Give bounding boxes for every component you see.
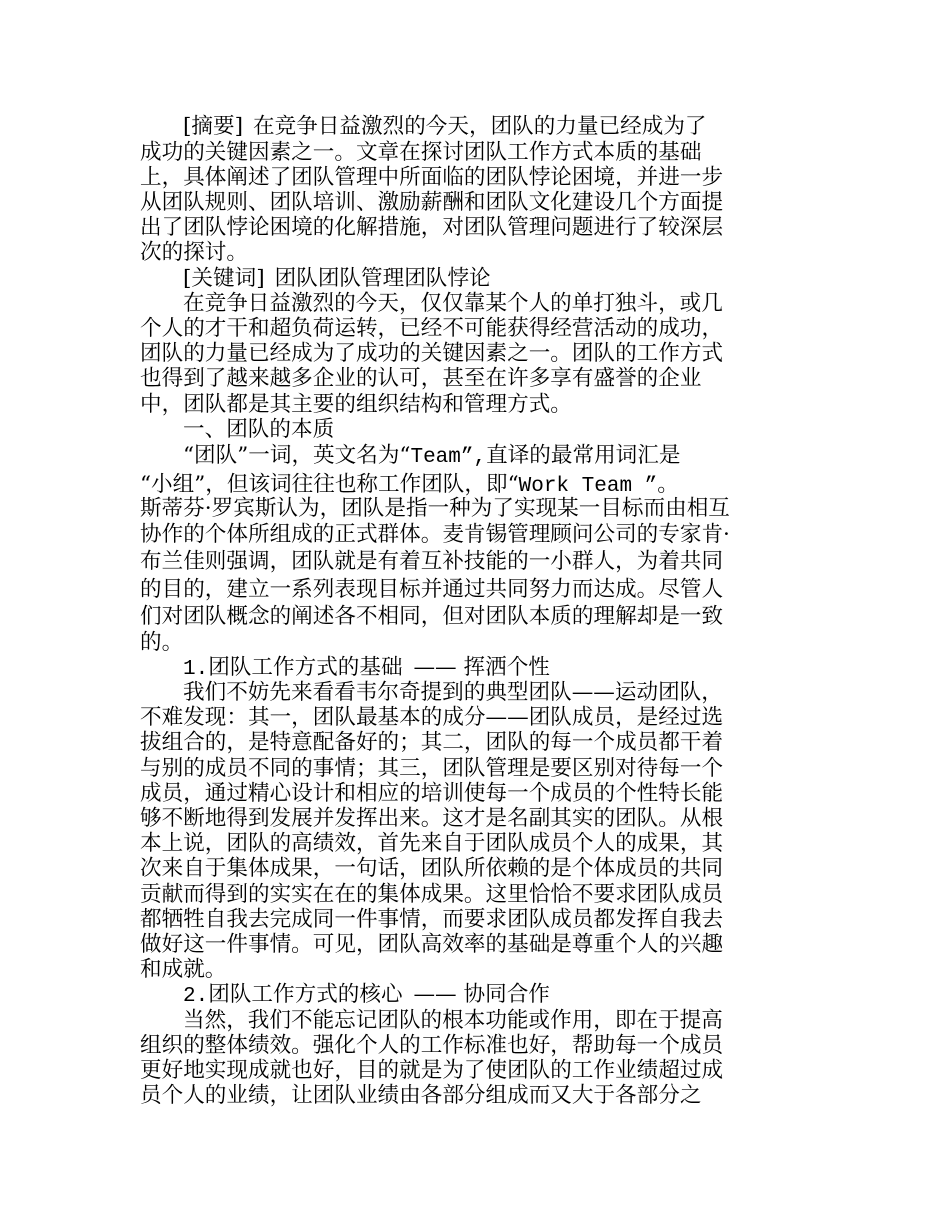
definition-line: 们对团队概念的阐述各不相同，但对团队本质的理解却是一致 bbox=[140, 603, 724, 629]
subsection-subtitle: 协同合作 bbox=[463, 982, 550, 1008]
definition-line bbox=[183, 443, 680, 468]
abstract-line: 从团队规则、团队培训、激励薪酬和团队文化建设几个方面提 bbox=[140, 190, 724, 215]
intro-line: 团队的力量已经成为了成功的关键因素之一。团队的工作方式 bbox=[140, 341, 724, 367]
body-line: 我们不妨先来看看韦尔奇提到的典型团队——运动团队， bbox=[183, 680, 723, 705]
body-line: 和成就。 bbox=[140, 957, 227, 983]
body-line: 不难发现：其一，团队最基本的成分——团队成员，是经过选 bbox=[140, 705, 724, 731]
definition-text: 直译的最常用词汇是 bbox=[486, 443, 681, 469]
definition-line: 布兰佳则强调，团队就是有着互补技能的一小群人，为着共同 bbox=[140, 549, 724, 575]
subsection-heading bbox=[183, 655, 550, 680]
abstract-text: 在竞争日益激烈的今天，团队的力量已经成为了 bbox=[253, 114, 707, 140]
body-line: 本上说，团队的高绩效，首先来自于团队成员个人的成果，其 bbox=[140, 831, 724, 857]
subsection-title: 团队工作方式的核心 bbox=[208, 982, 403, 1008]
subsection-heading bbox=[183, 982, 550, 1007]
body-line: 与别的成员不同的事情；其三，团队管理是要区别对待每一个 bbox=[140, 755, 724, 781]
em-dash: —— bbox=[413, 982, 457, 1008]
body-line: 员个人的业绩，让团队业绩由各部分组成而又大于各部分之 bbox=[140, 1083, 702, 1109]
intro-line: 在竞争日益激烈的今天，仅仅靠某个人的单打独斗，或几 bbox=[183, 290, 723, 316]
body-line: 做好这一件事情。可见，团队高效率的基础是尊重个人的兴趣 bbox=[140, 932, 724, 957]
definition-line: 的目的，建立一系列表现目标并通过共同努力而达成。尽管人 bbox=[140, 577, 724, 603]
body-line: 成员，通过精心设计和相应的培训使每一个成员的个性特长能 bbox=[140, 780, 724, 806]
intro-line: 中，团队都是其主要的组织结构和管理方式。 bbox=[140, 391, 572, 417]
body-line: 拔组合的，是特意配备好的；其二，团队的每一个成员都干着 bbox=[140, 730, 724, 756]
body-line: 次来自于集体成果，一句话，团队所依赖的是个体成员的共同 bbox=[140, 856, 724, 882]
abstract-line: 出了团队悖论困境的化解措施，对团队管理问题进行了较深层 bbox=[140, 215, 724, 241]
definition-line bbox=[140, 472, 679, 497]
section-heading: 一、团队的本质 bbox=[183, 416, 335, 442]
definition-text: “团队”一词，英文名为“ bbox=[183, 443, 411, 469]
subsection-number: 1. bbox=[183, 657, 209, 681]
definition-text: 。 bbox=[657, 471, 679, 497]
em-dash: —— bbox=[413, 654, 457, 680]
abstract-line: 上，具体阐述了团队管理中所面临的团队悖论困境，并进一步 bbox=[140, 164, 724, 190]
abstract-line: 次的探讨。 bbox=[140, 240, 248, 266]
subsection-subtitle: 挥洒个性 bbox=[463, 654, 550, 680]
body-line: 组织的整体绩效。强化个人的工作标准也好，帮助每一个成员 bbox=[140, 1032, 724, 1058]
english-term: Team”, bbox=[410, 446, 487, 470]
definition-line: 协作的个体所组成的正式群体。麦肯锡管理顾问公司的专家肯· bbox=[140, 522, 730, 548]
intro-line: 也得到了越来越多企业的认可，甚至在许多享有盛誉的企业 bbox=[140, 366, 702, 392]
english-term: Work Team ” bbox=[518, 474, 658, 498]
body-line: 贡献而得到的实实在在的集体成果。这里恰恰不要求团队成员 bbox=[140, 881, 724, 907]
abstract-label: [摘要] bbox=[183, 114, 244, 140]
subsection-number: 2. bbox=[183, 985, 209, 1009]
definition-text: “小组”，但该词往往也称工作团队，即“ bbox=[140, 471, 519, 497]
subsection-title: 团队工作方式的基础 bbox=[208, 654, 403, 680]
keywords-line bbox=[183, 266, 491, 291]
body-line: 当然，我们不能忘记团队的根本功能或作用，即在于提高 bbox=[183, 1007, 723, 1033]
body-line: 够不断地得到发展并发挥出来。这才是名副其实的团队。从根 bbox=[140, 806, 724, 831]
definition-line: 的。 bbox=[140, 629, 184, 655]
abstract-line: 成功的关键因素之一。文章在探讨团队工作方式本质的基础 bbox=[140, 139, 702, 165]
body-line: 更好地实现成就也好，目的就是为了使团队的工作业绩超过成 bbox=[140, 1058, 724, 1083]
keywords-label: [关键词] bbox=[183, 265, 265, 291]
intro-line: 个人的才干和超负荷运转，已经不可能获得经营活动的成功， bbox=[140, 316, 724, 341]
body-line: 都牺牲自我去完成同一件事情，而要求团队成员都发挥自我去 bbox=[140, 906, 724, 932]
abstract-line bbox=[183, 114, 707, 139]
definition-line: 斯蒂芬·罗宾斯认为，团队是指一种为了实现某一目标而由相互 bbox=[140, 496, 730, 522]
keywords-text: 团队团队管理团队悖论 bbox=[274, 265, 491, 291]
